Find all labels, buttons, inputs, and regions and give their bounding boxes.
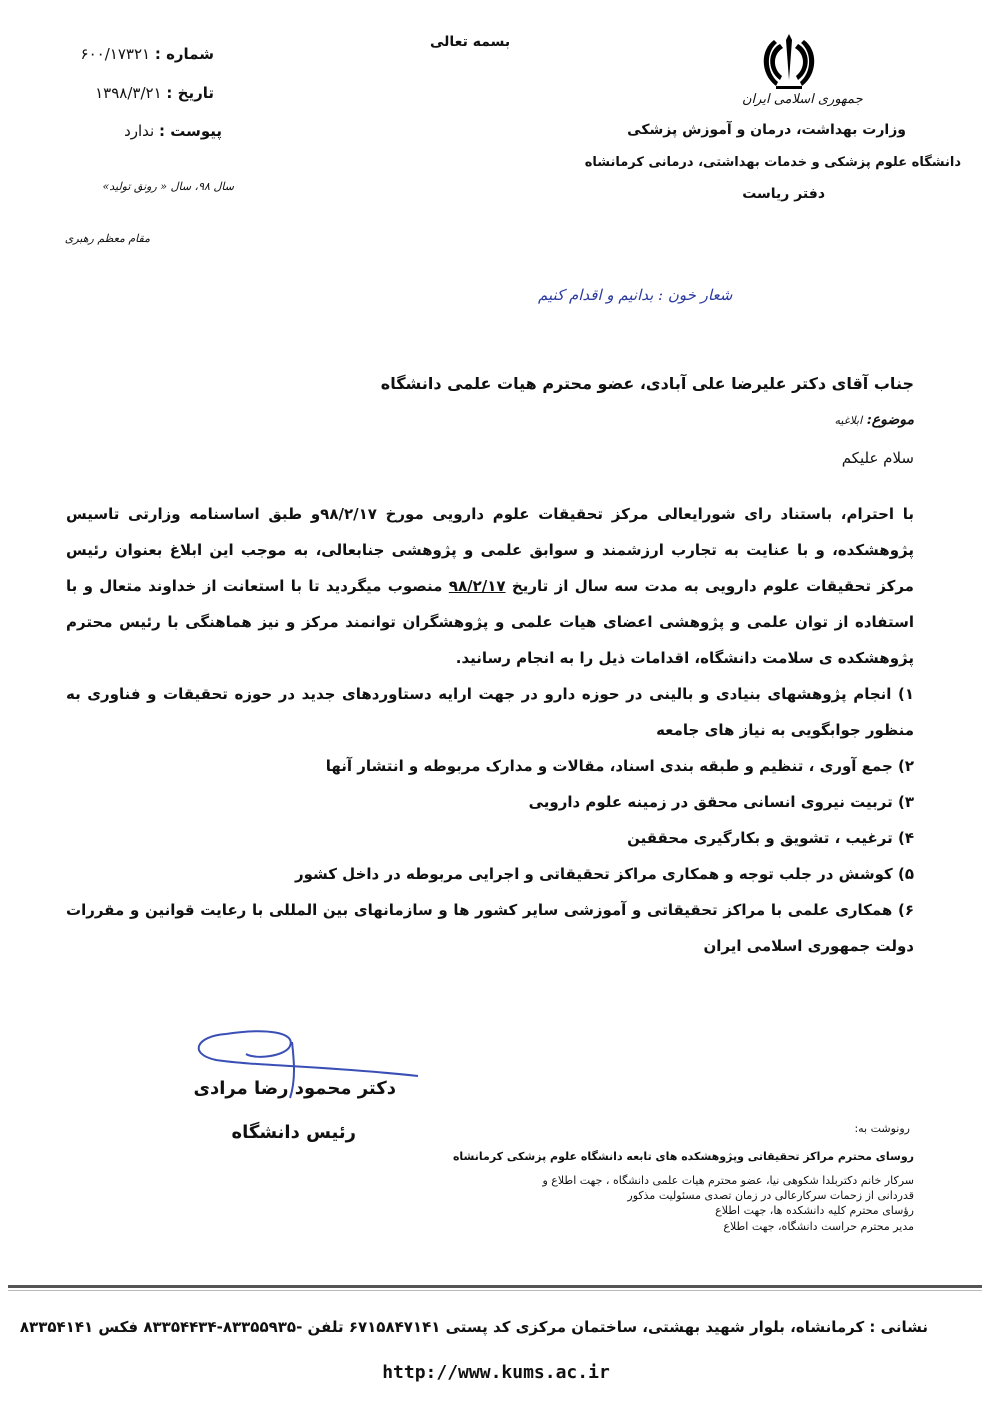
invocation: بسمه تعالی bbox=[430, 34, 511, 50]
letter-date-label: تاریخ : bbox=[166, 84, 214, 102]
signatory-name: دکتر محمود رضا مرادی bbox=[193, 1078, 396, 1099]
letter-number-label: شماره : bbox=[154, 45, 214, 63]
list-item: ۱) انجام پژوهشهای بنیادی و بالینی در حوزه دارو در جهت ارایه دستاوردهای جدید در حوزه تحقیقات و فناوری به منظور جوابگویی به نیاز های جامعه bbox=[66, 685, 914, 739]
year-slogan: سال ۹۸، سال « رونق تولید» bbox=[102, 180, 234, 193]
list-item: ۵) کوشش در جلب توجه و همکاری مراکز تحقیقاتی و اجرایی مربوطه در داخل کشور bbox=[294, 865, 914, 883]
ministry-name: وزارت بهداشت، درمان و آموزش پزشکی bbox=[627, 122, 906, 138]
footer-address: نشانی : کرمانشاه، بلوار شهید بهشتی، ساختمان مرکزی کد پستی ۶۷۱۵۸۴۷۱۴۱ تلفن -۸۳۳۵۵۹۳۵-۸۳۳۵۴۴۳۴ فکس ۸۳۳۵۴۱۴۱ bbox=[19, 1318, 928, 1336]
iran-emblem-icon bbox=[758, 30, 820, 92]
office-name: دفتر ریاست bbox=[742, 186, 825, 202]
cc-line: رؤسای محترم کلیه دانشکده ها، جهت اطلاع bbox=[715, 1204, 914, 1217]
website-link[interactable]: http://www.kums.ac.ir bbox=[382, 1362, 610, 1383]
university-name: دانشگاه علوم پزشکی و خدمات بهداشتی، درمانی کرمانشاه bbox=[584, 155, 961, 170]
cc-line: سرکار خانم دکتربلدا شکوهی نیا، عضو محترم هیات علمی دانشگاه ، جهت اطلاع و bbox=[542, 1174, 914, 1187]
signatory-title: رئیس دانشگاه bbox=[231, 1122, 356, 1143]
recipient: جناب آقای دکتر علیرضا علی آبادی، عضو محترم هیات علمی دانشگاه bbox=[380, 374, 914, 393]
subject-label: موضوع: bbox=[866, 412, 914, 428]
list-item: ۴) ترغیب ، تشویق و بکارگیری محققین bbox=[627, 829, 914, 847]
intro-date: ۹۸/۲/۱۷ bbox=[448, 577, 506, 595]
letter-body bbox=[66, 496, 914, 964]
attachment-label: پیوست : bbox=[158, 122, 222, 140]
attachment-value: ندارد bbox=[124, 122, 155, 140]
letter-date bbox=[95, 84, 214, 102]
footer-divider bbox=[8, 1285, 982, 1288]
leader-note: مقام معظم رهبری bbox=[64, 232, 150, 245]
cc-line: روسای محترم مراکز تحقیقاتی وپژوهشکده های تابعه دانشگاه علوم پزشکی کرمانشاه bbox=[452, 1150, 914, 1163]
footer-divider-thin bbox=[8, 1290, 982, 1291]
cc-line: مدیر محترم حراست دانشگاه، جهت اطلاع bbox=[723, 1220, 914, 1233]
list-item: ۶) همکاری علمی با مراکز تحقیقاتی و آموزشی سایر کشور ها و سازمانهای بین المللی با رعایت قوانین و مقررات دولت جمهوری اسلامی ایران bbox=[66, 901, 914, 955]
letter-attachment bbox=[124, 122, 222, 140]
cc-label: رونوشت به: bbox=[854, 1122, 910, 1135]
greeting: سلام علیکم bbox=[841, 449, 914, 467]
blood-slogan: شعار خون : بدانیم و اقدام کنیم bbox=[538, 286, 733, 304]
cc-line: قدردانی از زحمات سرکارعالی در زمان تصدی مسئولیت مذکور bbox=[627, 1189, 914, 1202]
subject-value: ابلاغیه bbox=[834, 414, 863, 427]
list-item: ۳) تربیت نیروی انسانی محقق در زمینه علوم دارویی bbox=[528, 793, 914, 811]
letter-number bbox=[81, 45, 214, 63]
letter-number-value: ۶۰۰/۱۷۳۲۱ bbox=[80, 45, 151, 63]
intro-part2: منصوب میگردید تا با استعانت از خداوند متعال و با استفاده از توان علمی و پژوهشی اعضای هیات علمی و پژوهشگران توانمند مرکز و نیز هماهنگی با رئیس محترم پژوهشکده ی سلامت دانشگاه، اقدامات ذیل را به انجام رسانید. bbox=[66, 577, 914, 667]
intro-paragraph bbox=[66, 496, 914, 676]
letter-date-value: ۱۳۹۸/۳/۲۱ bbox=[95, 84, 162, 102]
list-item: ۲) جمع آوری ، تنظیم و طبقه بندی اسناد، مقالات و مدارک مربوطه و انتشار آنها bbox=[325, 757, 914, 775]
republic-name: جمهوری اسلامی ایران bbox=[742, 92, 863, 107]
intro-part1: با احترام، باستناد رای شورایعالی مرکز تحقیقات علوم دارویی مورخ ۹۸/۲/۱۷و طبق اساسنامه وزارتی تاسیس پژوهشکده، و با عنایت به تجارب ارزشمند و سوابق علمی و پژوهشی جنابعالی، به موجب این ابلاغ بعنوان رئیس مرکز تحقیقات علوم دارویی به مدت سه سال از تاریخ bbox=[66, 505, 914, 595]
subject bbox=[835, 412, 914, 428]
